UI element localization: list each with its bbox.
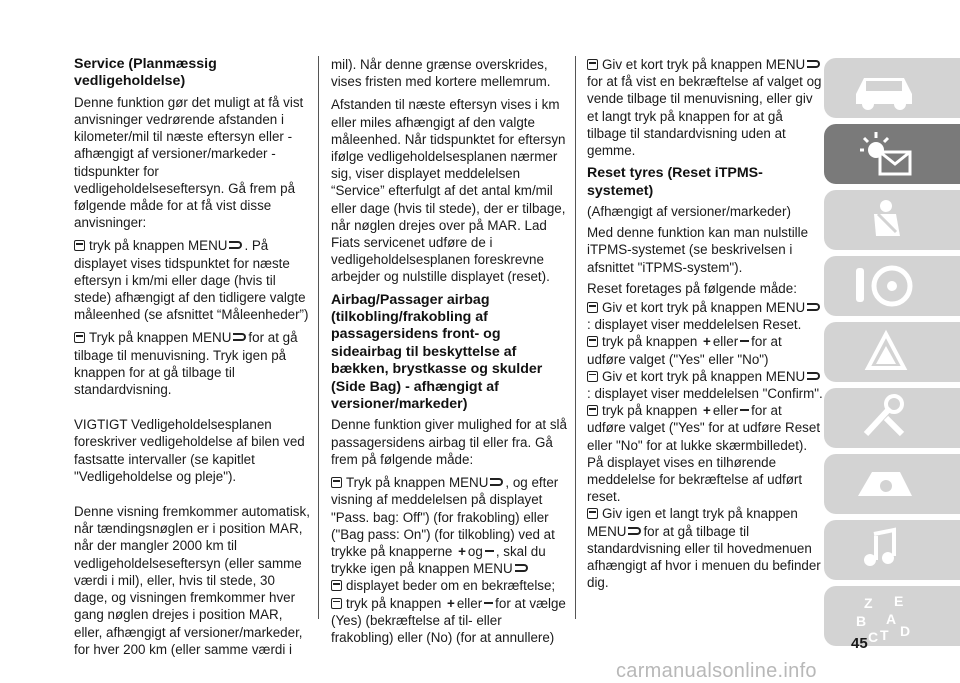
page-number: 45 <box>851 635 868 652</box>
bullet-icon <box>587 336 598 347</box>
tab-car[interactable] <box>824 58 960 118</box>
bullet-icon <box>587 405 598 416</box>
column-1 <box>74 56 310 664</box>
step-item: tryk på knappen + eller for at vælge (Yes) (bekræftelse af til- eller frakobling) eller (No) (for at annullere) <box>331 595 566 645</box>
tab-emergency[interactable] <box>824 322 960 382</box>
watermark: carmanualsonline.info <box>616 660 817 682</box>
tab-technical-data[interactable] <box>824 454 960 514</box>
paragraph: Denne funktion gør det muligt at få vist anvisninger vedrørende afstanden i kilometer/mil til næste eftersyn eller - afhængigt af versioner/markeder - tidspunkter for vedligeholdelseseftersyn. Gå frem på følgende måde for at få vist disse anvisninger: <box>74 94 304 231</box>
paragraph: Reset foretages på følgende måde: <box>587 280 797 296</box>
warning-light-icon <box>846 130 926 178</box>
column-divider <box>318 56 319 619</box>
plus-icon: + <box>447 595 455 611</box>
bullet-icon <box>331 580 342 591</box>
media-icon <box>846 526 926 574</box>
index-letter: A <box>886 611 897 627</box>
important-note: VIGTIGT Vedligeholdelsesplanen foreskriver vedligeholdelse af bilen ved fastsatte intervaller (se kapitlet "Vedligeholdelse og pleje"). <box>74 417 305 484</box>
paragraph: mil). Når denne grænse overskrides, vises fristen med kortere mellemrum. <box>331 57 551 90</box>
plus-icon: + <box>703 403 711 419</box>
tab-maintenance[interactable] <box>824 388 960 448</box>
menu-button-icon <box>807 303 820 311</box>
paragraph: Med denne funktion kan man nulstille iTPMS-systemet (se beskrivelsen i afsnittet "iTPMS-system"). <box>587 225 809 275</box>
tab-multimedia[interactable] <box>824 520 960 580</box>
index-letter: D <box>900 623 911 639</box>
menu-button-icon <box>515 564 528 572</box>
service-tools-icon <box>846 394 926 442</box>
step-item: Giv et kort tryk på knappen MENU: displayet viser meddelelsen Reset. <box>587 299 823 333</box>
minus-icon <box>484 602 493 604</box>
bullet-icon <box>587 371 598 382</box>
step-item: tryk på knappen + eller for at udføre valget ("Yes" eller "No") <box>587 334 782 367</box>
minus-icon <box>485 550 494 552</box>
step-item: Tryk på knappen MENU for at gå tilbage til menuvisning. Tryk igen på knappen for at gå tilbage til standardvisning. <box>74 330 298 398</box>
tab-driving[interactable] <box>824 256 960 316</box>
column-divider <box>575 56 576 619</box>
menu-button-icon <box>628 527 641 535</box>
minus-icon <box>740 340 749 342</box>
index-letter: B <box>856 613 867 629</box>
menu-button-icon <box>233 333 246 341</box>
menu-button-icon <box>229 241 242 249</box>
paragraph: Afstanden til næste eftersyn vises i km eller miles afhængigt af den valgte måleenhed. Når tidspunktet for eftersyn ifølge vedligeholdelsesplanen nærmer sig, viser displayet meddelelsen “Service” efterfulgt af det antal km/mil eller dage (hvis til stede), der er tilbage, når nøglen drejes over på MAR. Lad Fiats servicenet udføre de i vedligeholdelsesplanen foreskrevne arbejder og nulstille displayet (reset). <box>331 97 566 285</box>
index-letter: T <box>880 627 889 643</box>
section-heading-airbag: Airbag/Passager airbag (tilkobling/frakobling af passagersidens front- og sideairbag til beskyttelse af bækken, brystkasse og skulder (Side Bag) - afhængigt af versioner/markeder) <box>331 291 543 413</box>
column-3 <box>587 56 823 598</box>
index-letter: C <box>868 629 879 644</box>
subheading: (Afhængigt af versioner/markeder) <box>587 204 791 220</box>
index-letter: E <box>894 593 904 609</box>
tab-safety[interactable] <box>824 190 960 250</box>
index-letter: Z <box>864 595 873 611</box>
airbag-seat-icon <box>846 196 926 244</box>
plus-icon: + <box>703 334 711 350</box>
bullet-icon <box>587 508 598 519</box>
bullet-icon <box>587 302 598 313</box>
bullet-icon <box>74 332 85 343</box>
menu-button-icon <box>490 478 503 486</box>
step-item: Tryk på knappen MENU , og efter visning af meddelelsen på displayet "Pass. bag: Off") (for frakobling) eller ("Bag pass: On") (for tilkobling) ved at trykke på knapperne + og , skal du trykke igen på knappen MENU <box>331 475 559 577</box>
column-2 <box>331 56 567 652</box>
bullet-icon <box>331 477 342 488</box>
tab-warning-lights[interactable] <box>824 124 960 184</box>
minus-icon <box>740 409 749 411</box>
plus-icon: + <box>458 543 466 559</box>
bullet-icon <box>587 59 598 70</box>
bullet-icon <box>74 240 85 251</box>
warning-triangle-icon <box>846 328 926 376</box>
car-icon <box>846 64 926 112</box>
step-item: tryk på knappen + eller for at udføre valget ("Yes" for at udføre Reset eller "No" for at lukke skærmbilledet). På displayet vises en tilhørende meddelelse for bekræftelse af udført reset. <box>587 403 821 505</box>
chapter-tabs <box>824 58 960 652</box>
menu-button-icon <box>807 60 820 68</box>
tab-index[interactable] <box>824 586 960 646</box>
paragraph: Denne funktion giver mulighed for at slå passagersidens airbag til eller fra. Gå frem på følgende måde: <box>331 417 567 467</box>
technical-data-icon <box>846 460 926 508</box>
bullet-icon <box>331 598 342 609</box>
step-item: displayet beder om en bekræftelse; <box>331 577 567 594</box>
menu-button-icon <box>807 372 820 380</box>
steering-wheel-icon <box>846 262 926 310</box>
section-heading-service: Service (Planmæssig vedligeholdelse) <box>74 56 217 90</box>
section-heading-reset-tyres: Reset tyres (Reset iTPMS-systemet) <box>587 165 763 199</box>
paragraph: Denne visning fremkommer automatisk, når tændingsnøglen er i position MAR, når der mangler 2000 km til vedligeholdelseseftersyn (eller samme værdi i mil), eller, hvis til stede, 30 dage, og visningen fremkommer hver gang nøglen drejes i position MAR, eller, afhængigt af versioner/markeder, for hver 200 km (eller samme værdi i <box>74 504 310 657</box>
step-item: Giv et kort tryk på knappen MENUfor at få vist en bekræftelse af valget og vende tilbage til menuvisning, eller giv et langt tryk på knappen for at gå tilbage til standardvisning uden at gemme. <box>587 57 822 159</box>
step-item: tryk på knappen MENU . På displayet vises tidspunktet for næste eftersyn i km/mi eller dage (hvis til stede) afhængigt af den tidligere valgte måleenhed (se afsnittet “Måleenheder”) <box>74 238 309 323</box>
step-item: Giv et kort tryk på knappen MENU: displayet viser meddelelsen "Confirm". <box>587 368 823 402</box>
step-item: Giv igen et langt tryk på knappen MENU for at gå tilbage til standardvisning eller til hovedmenuen afhængigt af hvor i menuen du befinder dig. <box>587 506 821 591</box>
